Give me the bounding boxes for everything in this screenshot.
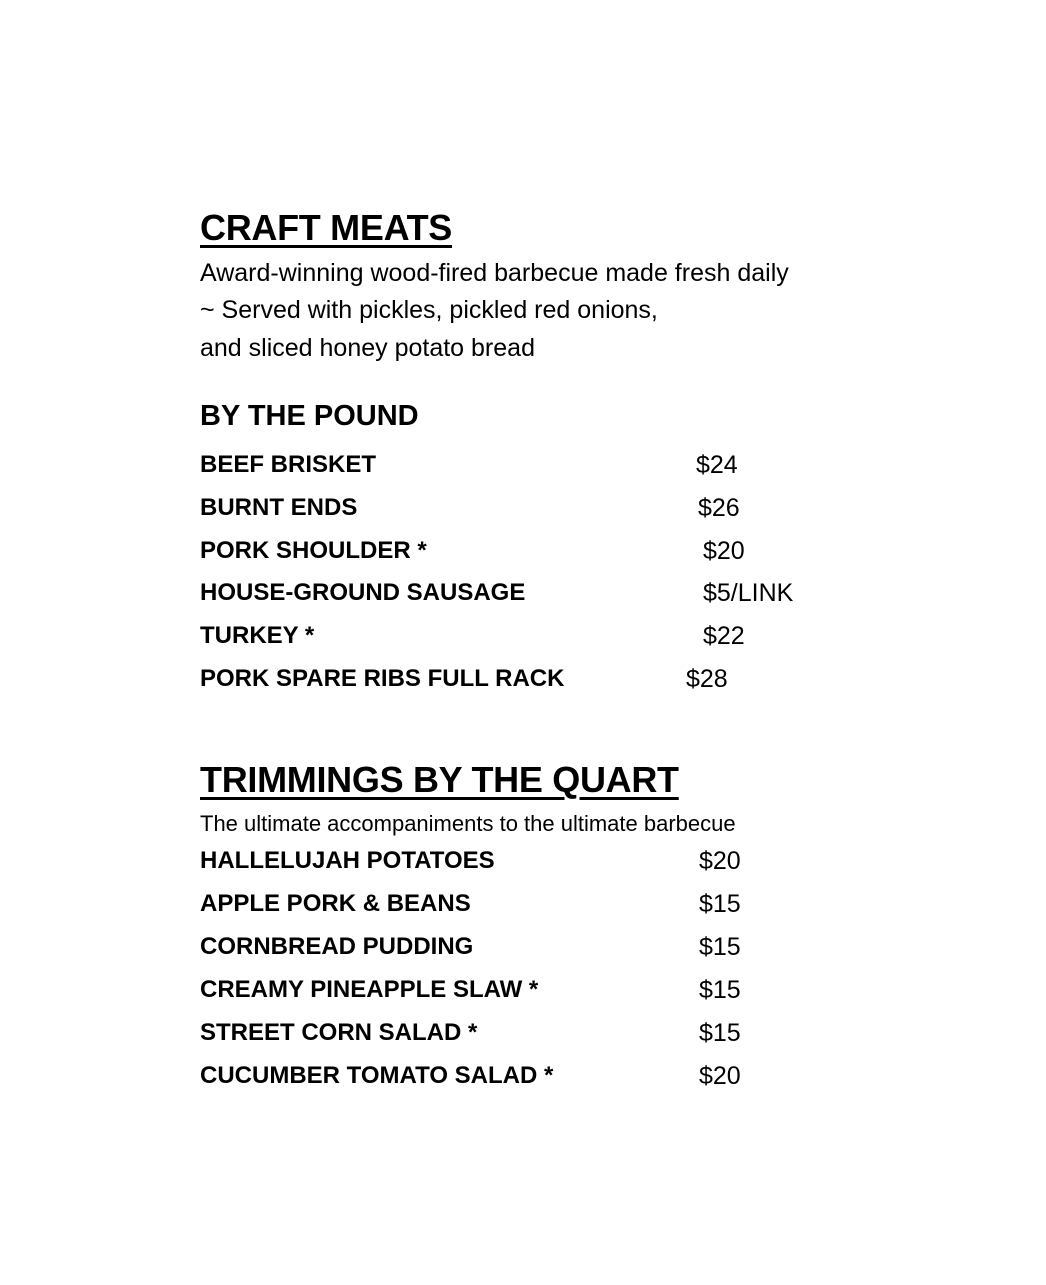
menu-item-name: PORK SHOULDER * xyxy=(200,537,427,564)
menu-item-name: CORNBREAD PUDDING xyxy=(200,933,474,960)
craft-meats-intro-line-1: Award-winning wood-fired barbecue made fresh daily xyxy=(200,259,789,287)
menu-item-name: BEEF BRISKET xyxy=(200,451,377,478)
trimmings-heading: TRIMMINGS BY THE QUART xyxy=(200,759,679,800)
menu-item xyxy=(200,451,960,483)
trimmings-intro: The ultimate accompaniments to the ultimate barbecue xyxy=(200,811,736,836)
by-the-pound-heading: BY THE POUND xyxy=(200,400,419,432)
menu-item-price: $15 xyxy=(699,976,741,1004)
craft-meats-intro-line-2: ~ Served with pickles, pickled red onions, xyxy=(200,296,658,324)
craft-meats-heading: CRAFT MEATS xyxy=(200,207,453,248)
menu-item-price: $28 xyxy=(686,665,728,693)
menu-item xyxy=(200,1062,960,1094)
menu-item-name: BURNT ENDS xyxy=(200,494,358,521)
menu-item-price: $20 xyxy=(703,537,745,565)
menu-item-name: HALLELUJAH POTATOES xyxy=(200,847,495,874)
menu-item-name: CREAMY PINEAPPLE SLAW * xyxy=(200,976,539,1003)
menu-item xyxy=(200,847,960,879)
menu-item xyxy=(200,976,960,1008)
menu-item-price: $15 xyxy=(699,933,741,961)
menu-item-price: $5/LINK xyxy=(703,579,794,607)
menu-item xyxy=(200,579,960,611)
menu-item-price: $26 xyxy=(698,494,740,522)
menu-item-price: $22 xyxy=(703,622,745,650)
menu-item-price: $15 xyxy=(699,890,741,918)
menu-item-price: $20 xyxy=(699,1062,741,1090)
menu-item-name: STREET CORN SALAD * xyxy=(200,1019,478,1046)
menu-item-name: HOUSE-GROUND SAUSAGE xyxy=(200,579,526,606)
menu-item xyxy=(200,537,960,569)
craft-meats-intro-line-3: and sliced honey potato bread xyxy=(200,334,535,362)
menu-item-price: $15 xyxy=(699,1019,741,1047)
menu-item-name: PORK SPARE RIBS FULL RACK xyxy=(200,665,565,692)
menu-item-name: CUCUMBER TOMATO SALAD * xyxy=(200,1062,554,1089)
menu-item-name: TURKEY * xyxy=(200,622,315,649)
menu-item xyxy=(200,1019,960,1051)
menu-item-price: $20 xyxy=(699,847,741,875)
menu-item-name: APPLE PORK & BEANS xyxy=(200,890,471,917)
menu-item xyxy=(200,494,960,526)
menu-item xyxy=(200,890,960,922)
menu-item-price: $24 xyxy=(696,451,738,479)
menu-item xyxy=(200,665,960,697)
menu-item xyxy=(200,933,960,965)
menu-item xyxy=(200,622,960,654)
